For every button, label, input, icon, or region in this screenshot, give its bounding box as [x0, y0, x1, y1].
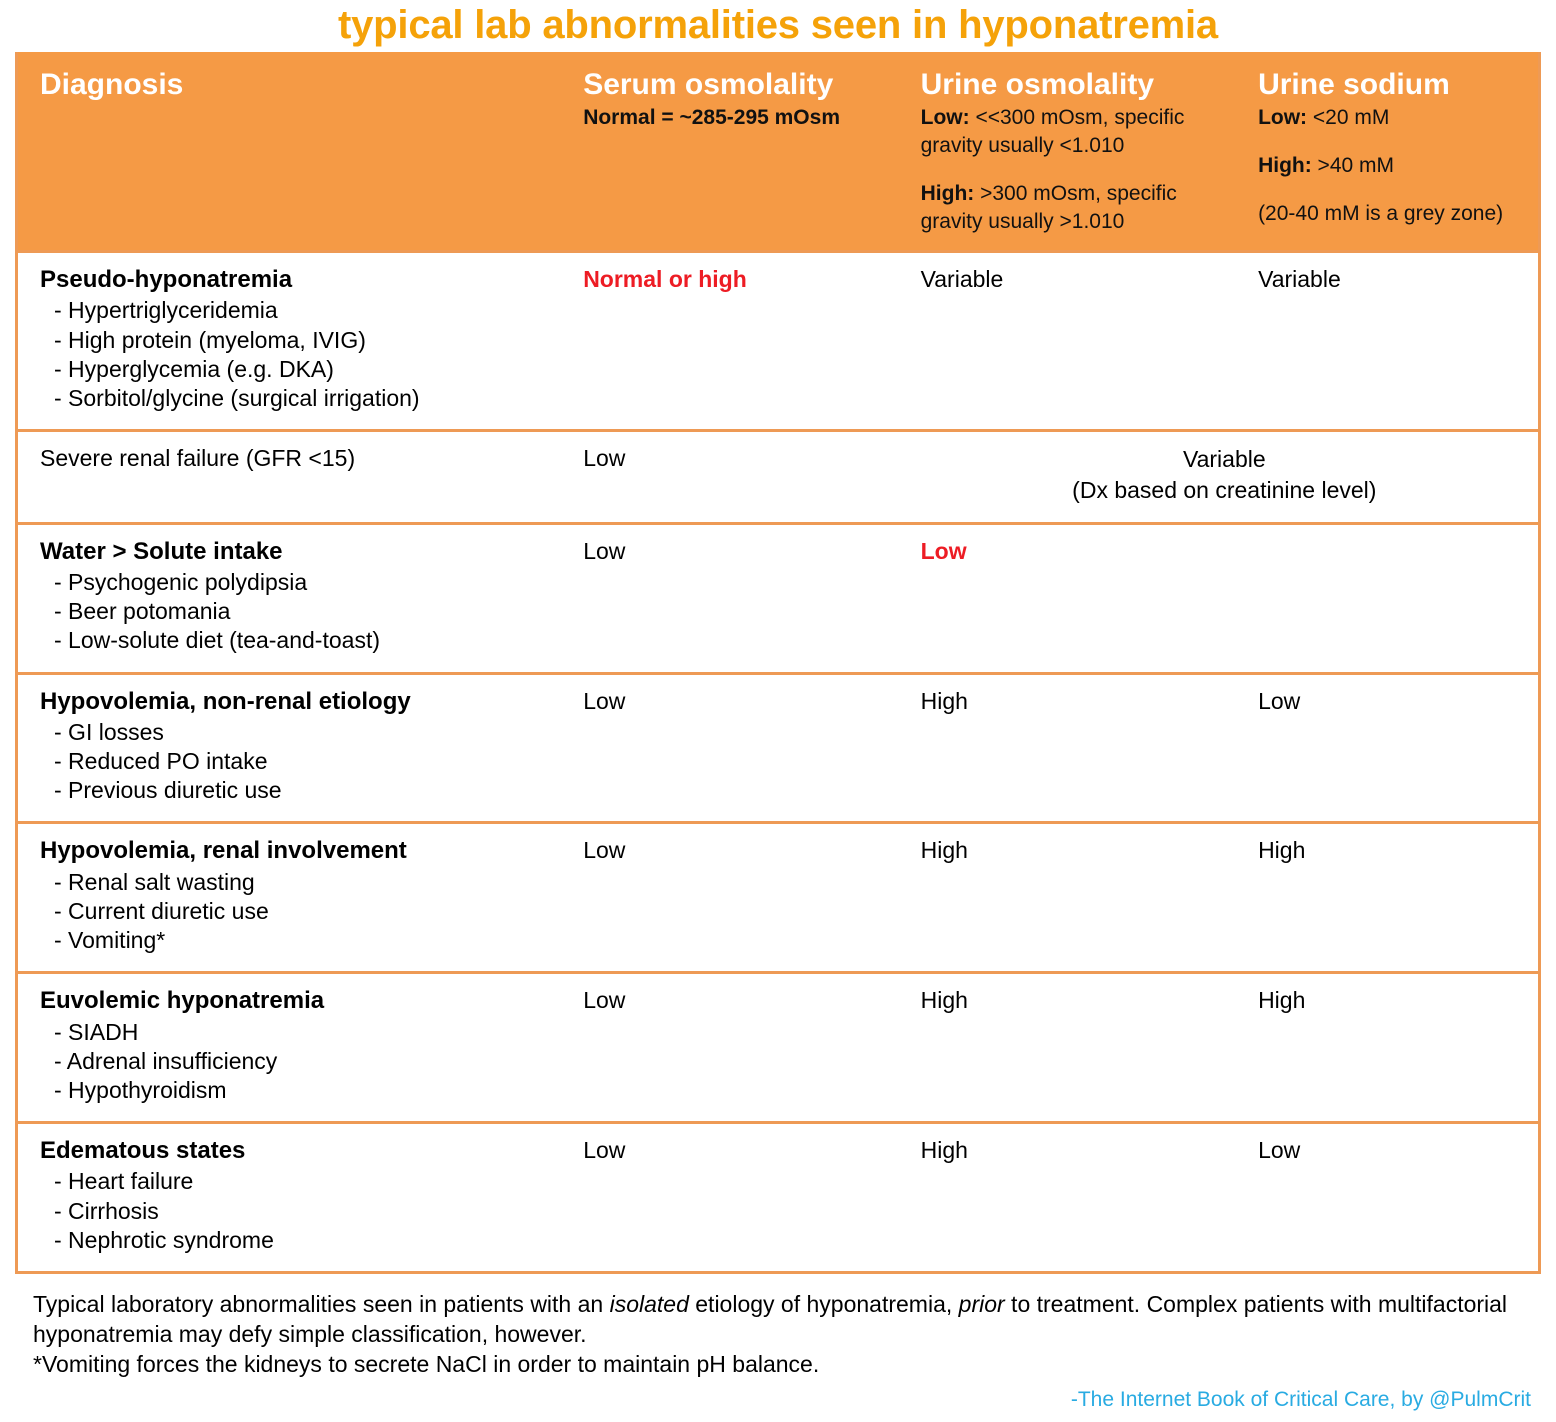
subline-text: >300 mOsm, specific gravity usually >1.010	[920, 181, 1177, 233]
serum-osmolality-value: Low	[583, 837, 626, 864]
footnote-emphasis-prior: prior	[958, 1290, 1005, 1317]
diagnosis-heading: Hypovolemia, renal involvement	[40, 837, 407, 865]
spacer	[1258, 132, 1528, 152]
table-row	[18, 431, 1538, 524]
cell-diagnosis	[18, 252, 565, 431]
urine-osmolality-value: High	[920, 837, 968, 864]
diagnosis-bullet: - Heart failure	[54, 1168, 194, 1195]
diagnosis-bullet: - Psychogenic polydipsia	[54, 569, 308, 595]
urine-sodium-value: High	[1258, 837, 1306, 864]
column-header-subline	[1258, 200, 1528, 228]
subline-bold-label: High:	[920, 181, 975, 205]
cell-urine-osmolality	[903, 823, 1240, 973]
diagnosis-bullet: - Low-solute diet (tea-and-toast)	[54, 627, 380, 654]
column-header-subline	[1258, 152, 1528, 180]
column-header-subtext	[1258, 104, 1528, 228]
diagnosis-heading: Severe renal failure (GFR <15)	[40, 445, 356, 472]
cell-urine-sodium	[1240, 973, 1538, 1123]
subline-text: (20-40 mM is a grey zone)	[1258, 201, 1504, 225]
table-row	[18, 1123, 1538, 1271]
subline-text: <<300 mOsm, specific gravity usually <1.010	[920, 105, 1185, 157]
column-header-title: Urine sodium	[1258, 68, 1450, 101]
cell-urine-osmolality	[903, 523, 1240, 673]
table-row	[18, 523, 1538, 673]
cell-urine-osmolality	[903, 973, 1240, 1123]
cell-urine-osmolality	[903, 1123, 1240, 1271]
urine-merged-note: (Dx based on creatinine level)	[1072, 476, 1377, 503]
cell-serum-osmolality	[565, 252, 902, 431]
cell-serum-osmolality	[565, 431, 902, 524]
urine-sodium-value: Low	[1258, 687, 1301, 714]
diagnosis-bullet: - SIADH	[54, 1018, 139, 1045]
diagnosis-bullet: - Previous diuretic use	[54, 777, 282, 804]
column-header-title: Diagnosis	[40, 68, 184, 101]
attribution: -The Internet Book of Critical Care, by @PulmCrit	[1070, 1387, 1531, 1411]
footnote-line-1	[33, 1290, 1523, 1350]
diagnosis-bullet: - Hypothyroidism	[54, 1076, 227, 1103]
diagnosis-bullet: - Sorbitol/glycine (surgical irrigation)	[54, 384, 420, 411]
footnote-emphasis-isolated: isolated	[609, 1290, 689, 1317]
diagnosis-bullet: - Hyperglycemia (e.g. DKA)	[54, 355, 334, 382]
cell-urine-merged	[903, 431, 1538, 524]
table-row	[18, 252, 1538, 431]
cell-serum-osmolality	[565, 1123, 902, 1271]
serum-osmolality-value: Low	[583, 537, 626, 564]
footnote-block	[15, 1274, 1541, 1380]
table-header	[18, 52, 1538, 252]
column-header-subline	[1258, 104, 1528, 132]
subline-bold-label: Low:	[1258, 105, 1308, 129]
diagnosis-heading: Pseudo-hyponatremia	[40, 266, 293, 294]
column-header-subline	[921, 180, 1230, 236]
subline-text: >40 mM	[1311, 153, 1394, 177]
column-header-title: Urine osmolality	[920, 68, 1155, 101]
header-row	[18, 52, 1538, 252]
diagnosis-heading: Euvolemic hyponatremia	[40, 987, 325, 1015]
diagnosis-heading: Edematous states	[40, 1137, 246, 1165]
diagnosis-heading: Hypovolemia, non-renal etiology	[40, 687, 411, 715]
cell-urine-sodium	[1240, 252, 1538, 431]
footnote-text-c: to treatment. Complex patients with multifactorial hyponatremia may defy simple classification, however.	[33, 1290, 1508, 1347]
diagnosis-bullet: - Beer potomania	[54, 598, 231, 625]
diagnosis-bullet: - Cirrhosis	[54, 1197, 159, 1224]
table-body	[18, 252, 1538, 1271]
serum-osmolality-value: Low	[583, 987, 626, 1014]
urine-sodium-value: Low	[1258, 1137, 1301, 1164]
urine-sodium-value: High	[1258, 987, 1306, 1014]
cell-serum-osmolality	[565, 673, 902, 823]
column-header-subtext	[583, 104, 892, 132]
table-row	[18, 823, 1538, 973]
serum-osmolality-value: Low	[583, 687, 626, 714]
subline-bold-label: Normal = ~285-295 mOsm	[583, 105, 840, 129]
urine-merged-value: Variable	[1182, 446, 1266, 473]
subline-bold-label: High:	[1258, 153, 1312, 177]
diagnosis-bullet: - Hypertriglyceridemia	[54, 297, 278, 324]
cell-diagnosis	[18, 823, 565, 973]
spacer	[921, 160, 1230, 180]
cell-urine-sodium	[1240, 673, 1538, 823]
footnote-text-b: etiology of hyponatremia,	[688, 1290, 959, 1317]
cell-diagnosis	[18, 523, 565, 673]
subline-bold-label: Low:	[920, 105, 970, 129]
footnote-text-a: Typical laboratory abnormalities seen in patients with an	[33, 1290, 610, 1317]
serum-osmolality-value: Normal or high	[583, 266, 747, 293]
serum-osmolality-value: Low	[583, 445, 626, 472]
cell-urine-sodium	[1240, 523, 1538, 673]
column-header-urine_osmolality	[903, 52, 1240, 252]
cell-diagnosis	[18, 673, 565, 823]
column-header-subline	[583, 104, 892, 132]
cell-serum-osmolality	[565, 973, 902, 1123]
diagnosis-bullet: - Adrenal insufficiency	[54, 1047, 278, 1074]
cell-diagnosis	[18, 973, 565, 1123]
diagnosis-bullet: - High protein (myeloma, IVIG)	[54, 326, 366, 353]
diagnosis-heading: Water > Solute intake	[40, 537, 283, 565]
diagnosis-bullet: - Nephrotic syndrome	[54, 1226, 274, 1253]
urine-sodium-value: Variable	[1258, 266, 1341, 293]
urine-osmolality-value: Variable	[920, 266, 1004, 293]
cell-diagnosis	[18, 1123, 565, 1271]
lab-table-container	[15, 52, 1541, 1274]
diagnosis-bullet: - Current diuretic use	[54, 897, 269, 924]
spacer	[1258, 180, 1528, 200]
lab-abnormalities-table	[18, 52, 1538, 1271]
cell-urine-osmolality	[903, 673, 1240, 823]
cell-urine-sodium	[1240, 823, 1538, 973]
diagnosis-bullet: - GI losses	[54, 718, 164, 745]
footnote-line-2: *Vomiting forces the kidneys to secrete NaCl in order to maintain pH balance.	[33, 1350, 820, 1377]
subline-text: <20 mM	[1307, 105, 1390, 129]
page-title: typical lab abnormalities seen in hyponatremia	[338, 3, 1218, 47]
cell-serum-osmolality	[565, 823, 902, 973]
urine-osmolality-value: High	[920, 1137, 968, 1164]
diagnosis-bullet: - Vomiting*	[54, 927, 166, 954]
diagnosis-bullet: - Renal salt wasting	[54, 868, 255, 895]
table-row	[18, 973, 1538, 1123]
cell-urine-osmolality	[903, 252, 1240, 431]
column-header-subline	[921, 104, 1230, 160]
urine-osmolality-value: High	[920, 687, 968, 714]
cell-serum-osmolality	[565, 523, 902, 673]
table-row	[18, 673, 1538, 823]
urine-osmolality-value: Low	[920, 537, 967, 564]
serum-osmolality-value: Low	[583, 1137, 626, 1164]
column-header-diagnosis	[18, 52, 565, 252]
urine-osmolality-value: High	[920, 987, 968, 1014]
column-header-urine_sodium	[1240, 52, 1538, 252]
cell-diagnosis	[18, 431, 565, 524]
column-header-title: Serum osmolality	[583, 68, 834, 101]
diagnosis-bullet: - Reduced PO intake	[54, 748, 268, 775]
cell-urine-sodium	[1240, 1123, 1538, 1271]
column-header-serum_osmolality	[565, 52, 902, 252]
column-header-subtext	[921, 104, 1230, 237]
